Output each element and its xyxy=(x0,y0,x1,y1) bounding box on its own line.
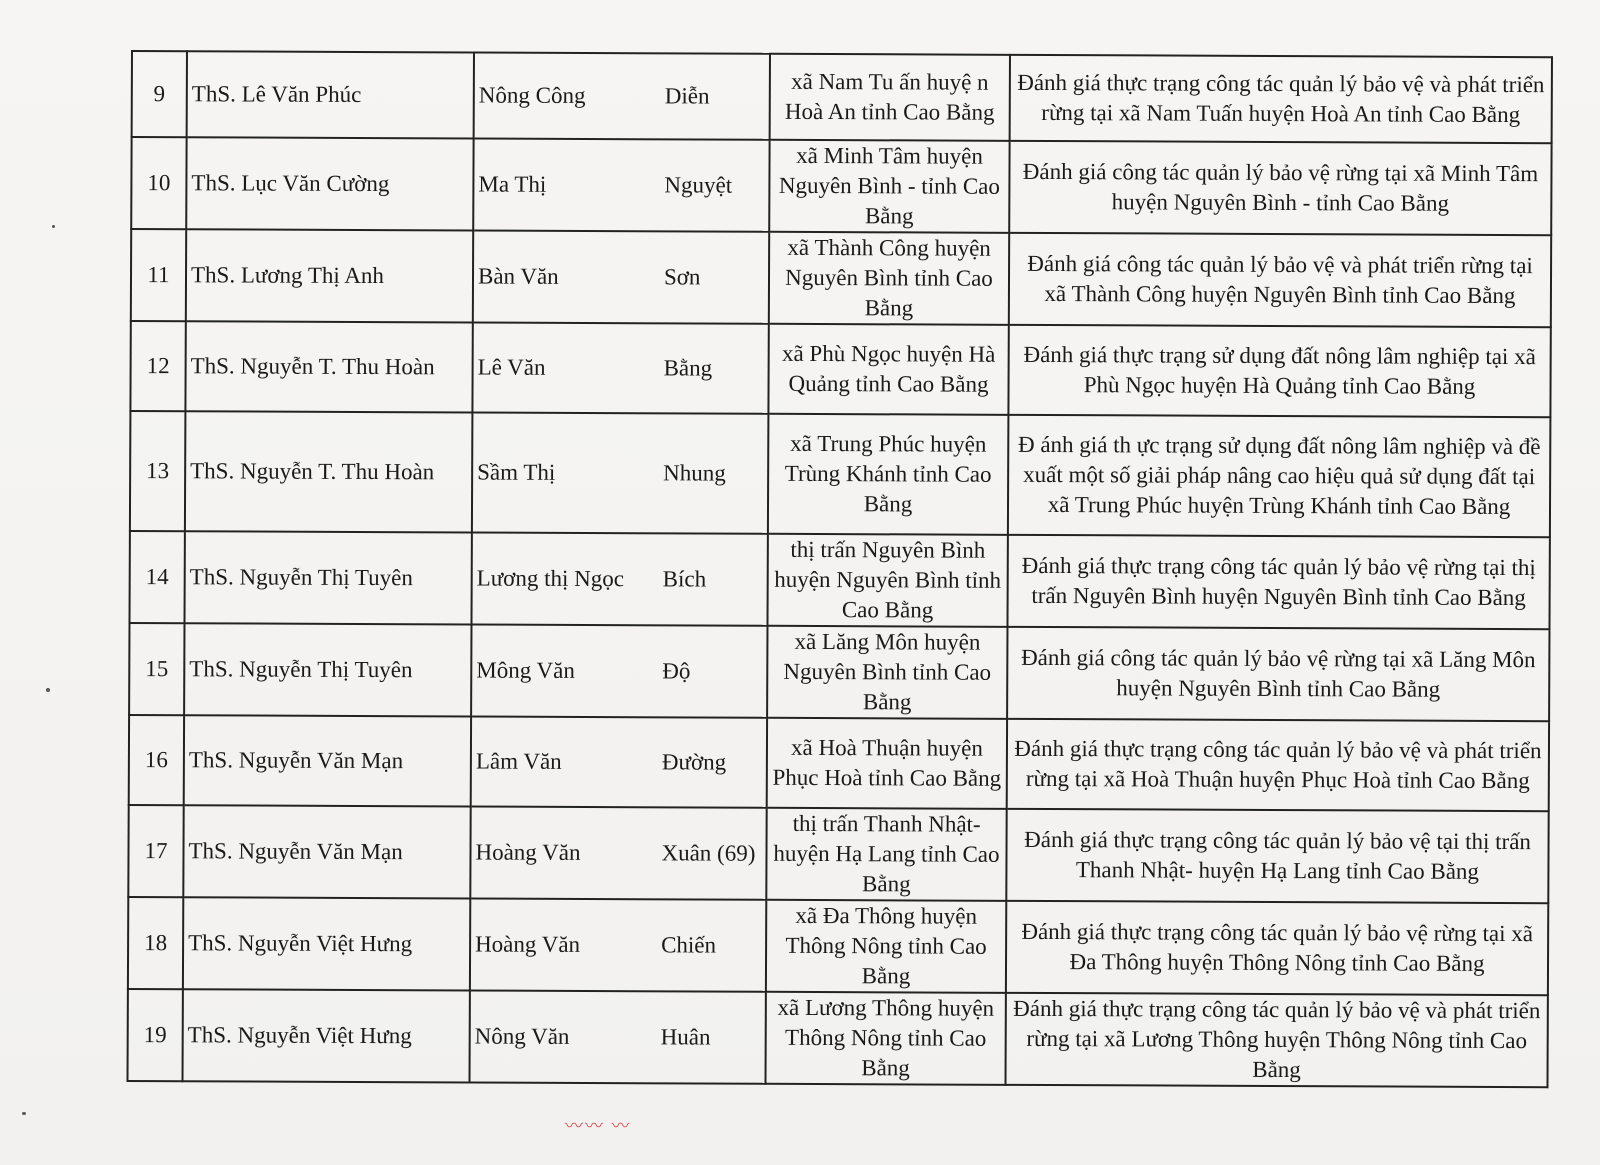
table-body xyxy=(128,51,1552,1087)
student-surname: Ma Thị xyxy=(478,171,547,197)
row-number: 11 xyxy=(131,229,186,321)
internship-location: thị trấn Nguyên Bình huyện Nguyên Bình tỉnh Cao Bằng xyxy=(767,534,1007,627)
thesis-topic: Đánh giá công tác quản lý bảo vệ rừng tại xã Lăng Môn huyện Nguyên Bình tỉnh Cao Bằng xyxy=(1007,627,1549,721)
internship-location: xã Minh Tâm huyện Nguyên Bình - tỉnh Cao Bằng xyxy=(769,140,1009,233)
advisor-name: ThS. Nguyễn Văn Mạn xyxy=(184,715,471,806)
student-surname: Lâm Văn xyxy=(475,748,562,774)
student-name xyxy=(470,806,766,899)
student-name xyxy=(471,532,767,625)
table-row xyxy=(129,623,1549,721)
advisor-name: ThS. Nguyễn T. Thu Hoàn xyxy=(185,321,472,412)
internship-location: xã Hoà Thuận huyện Phục Hoà tỉnh Cao Bằng xyxy=(767,718,1007,809)
student-name xyxy=(473,138,769,231)
student-surname: Nông Văn xyxy=(474,1023,570,1049)
student-name xyxy=(472,412,769,533)
student-given-name: Bằng xyxy=(663,355,713,381)
row-number: 10 xyxy=(131,137,186,229)
thesis-topic: Đánh giá thực trạng công tác quản lý bảo vệ rừng tại thị trấn Nguyên Bình huyện Nguyên Bình tỉnh Cao Bằng xyxy=(1007,535,1549,629)
row-number: 12 xyxy=(130,321,185,411)
internship-location: thị trấn Thanh Nhật- huyện Hạ Lang tỉnh Cao Bằng xyxy=(766,808,1006,901)
scan-speck xyxy=(46,688,50,692)
student-given-name: Chiến xyxy=(661,932,717,958)
student-given-name: Huân xyxy=(660,1024,711,1050)
table-row xyxy=(128,989,1548,1087)
student-surname: Nông Công xyxy=(478,82,586,108)
student-given-name: Bích xyxy=(662,566,707,592)
advisor-name: ThS. Nguyễn Thị Tuyên xyxy=(184,623,471,716)
internship-location: xã Nam Tu ấn huyệ n Hoà An tỉnh Cao Bằng xyxy=(770,54,1010,141)
thesis-topic: Đánh giá thực trạng công tác quản lý bảo vệ rừng tại xã Đa Thông huyện Thông Nông tỉnh Cao Bằng xyxy=(1006,901,1548,995)
thesis-topic: Đánh giá thực trạng công tác quản lý bảo vệ và phát triển rừng tại xã Lương Thông huyện Thông Nông tỉnh Cao Bằng xyxy=(1005,993,1547,1087)
table-row xyxy=(129,531,1549,629)
table-row xyxy=(132,51,1552,143)
student-surname: Hoàng Văn xyxy=(475,931,581,957)
student-name xyxy=(474,52,770,139)
internship-location: xã Thành Công huyện Nguyên Bình tỉnh Cao Bằng xyxy=(769,232,1009,325)
student-name xyxy=(470,898,766,991)
internship-location: xã Trung Phúc huyện Trùng Khánh tỉnh Cao Bằng xyxy=(768,414,1009,535)
student-surname: Lương thị Ngọc xyxy=(476,565,625,592)
student-name xyxy=(472,322,768,413)
student-name xyxy=(469,990,765,1083)
student-name xyxy=(473,230,769,323)
thesis-topic: Đánh giá công tác quản lý bảo vệ và phát triển rừng tại xã Thành Công huyện Nguyên Bình tỉnh Cao Bằng xyxy=(1009,233,1551,327)
advisor-name: ThS. Lục Văn Cường xyxy=(186,137,473,230)
student-given-name: Đường xyxy=(661,749,727,775)
table-row xyxy=(128,805,1548,903)
student-surname: Lê Văn xyxy=(477,354,546,380)
student-name xyxy=(471,624,767,717)
table-row xyxy=(130,321,1550,417)
thesis-topic: Đánh giá thực trạng công tác quản lý bảo vệ và phát triển rừng tại xã Nam Tuấn huyện Hoà An tỉnh Cao Bằng xyxy=(1010,55,1552,143)
advisor-name: ThS. Nguyễn Thị Tuyên xyxy=(184,531,471,624)
thesis-topic: Đánh giá công tác quản lý bảo vệ rừng tại xã Minh Tâm huyện Nguyên Bình - tỉnh Cao Bằng xyxy=(1009,141,1551,235)
thesis-assignment-table xyxy=(126,50,1552,1088)
student-given-name: Xuân (69) xyxy=(661,840,756,866)
student-given-name: Nguyệt xyxy=(664,172,733,198)
row-number: 15 xyxy=(129,623,184,715)
advisor-name: ThS. Lê Văn Phúc xyxy=(187,51,474,138)
advisor-name: ThS. Nguyễn T. Thu Hoàn xyxy=(185,411,473,532)
student-surname: Hoàng Văn xyxy=(475,839,581,865)
row-number: 14 xyxy=(129,531,184,623)
internship-location: xã Phù Ngọc huyện Hà Quảng tỉnh Cao Bằng xyxy=(768,324,1008,415)
student-name xyxy=(471,716,767,807)
internship-location: xã Lương Thông huyện Thông Nông tỉnh Cao Bằng xyxy=(765,992,1005,1085)
advisor-name: ThS. Nguyễn Việt Hưng xyxy=(183,897,470,990)
internship-location: xã Đa Thông huyện Thông Nông tỉnh Cao Bằng xyxy=(766,900,1006,993)
row-number: 18 xyxy=(128,897,183,989)
thesis-topic: Đánh giá thực trạng công tác quản lý bảo vệ tại thị trấn Thanh Nhật- huyện Hạ Lang tỉnh Cao Bằng xyxy=(1006,809,1548,903)
row-number: 9 xyxy=(132,51,187,137)
row-number: 13 xyxy=(130,411,186,531)
table-row xyxy=(131,229,1551,327)
scan-speck xyxy=(22,1112,26,1115)
student-surname: Bàn Văn xyxy=(477,263,559,289)
student-given-name: Sơn xyxy=(663,264,701,290)
student-given-name: Diễn xyxy=(664,83,710,109)
thesis-topic: Đánh giá thực trạng công tác quản lý bảo vệ và phát triển rừng tại xã Hoà Thuận huyện Phục Hoà tỉnh Cao Bằng xyxy=(1007,719,1549,811)
internship-location: xã Lăng Môn huyện Nguyên Bình tỉnh Cao Bằng xyxy=(767,626,1007,719)
row-number: 17 xyxy=(128,805,183,897)
row-number: 19 xyxy=(128,989,183,1081)
advisor-name: ThS. Nguyễn Việt Hưng xyxy=(183,989,470,1082)
red-stamp-mark: 〰︎〰︎ 〰︎ xyxy=(565,1116,632,1136)
student-given-name: Độ xyxy=(662,658,691,684)
thesis-topic: Đ ánh giá th ực trạng sử dụng đất nông lâm nghiệp và đề xuất một số giải pháp nâng cao hiệu quả sử dụng đất tại xã Trung Phúc huyện Trùng Khánh tỉnh Cao Bằng xyxy=(1008,415,1551,537)
row-number: 16 xyxy=(129,715,184,805)
thesis-topic: Đánh giá thực trạng sử dụng đất nông lâm nghiệp tại xã Phù Ngọc huyện Hà Quảng tỉnh Cao Bằng xyxy=(1008,325,1550,417)
advisor-name: ThS. Nguyễn Văn Mạn xyxy=(183,805,470,898)
student-surname: Mông Văn xyxy=(476,657,575,683)
scan-speck xyxy=(52,225,55,228)
table-row xyxy=(130,411,1551,537)
advisor-name: ThS. Lương Thị Anh xyxy=(186,229,473,322)
student-given-name: Nhung xyxy=(663,460,726,486)
table-row xyxy=(128,897,1548,995)
student-surname: Sầm Thị xyxy=(477,459,556,485)
table-row xyxy=(131,137,1551,235)
table-row xyxy=(129,715,1549,811)
